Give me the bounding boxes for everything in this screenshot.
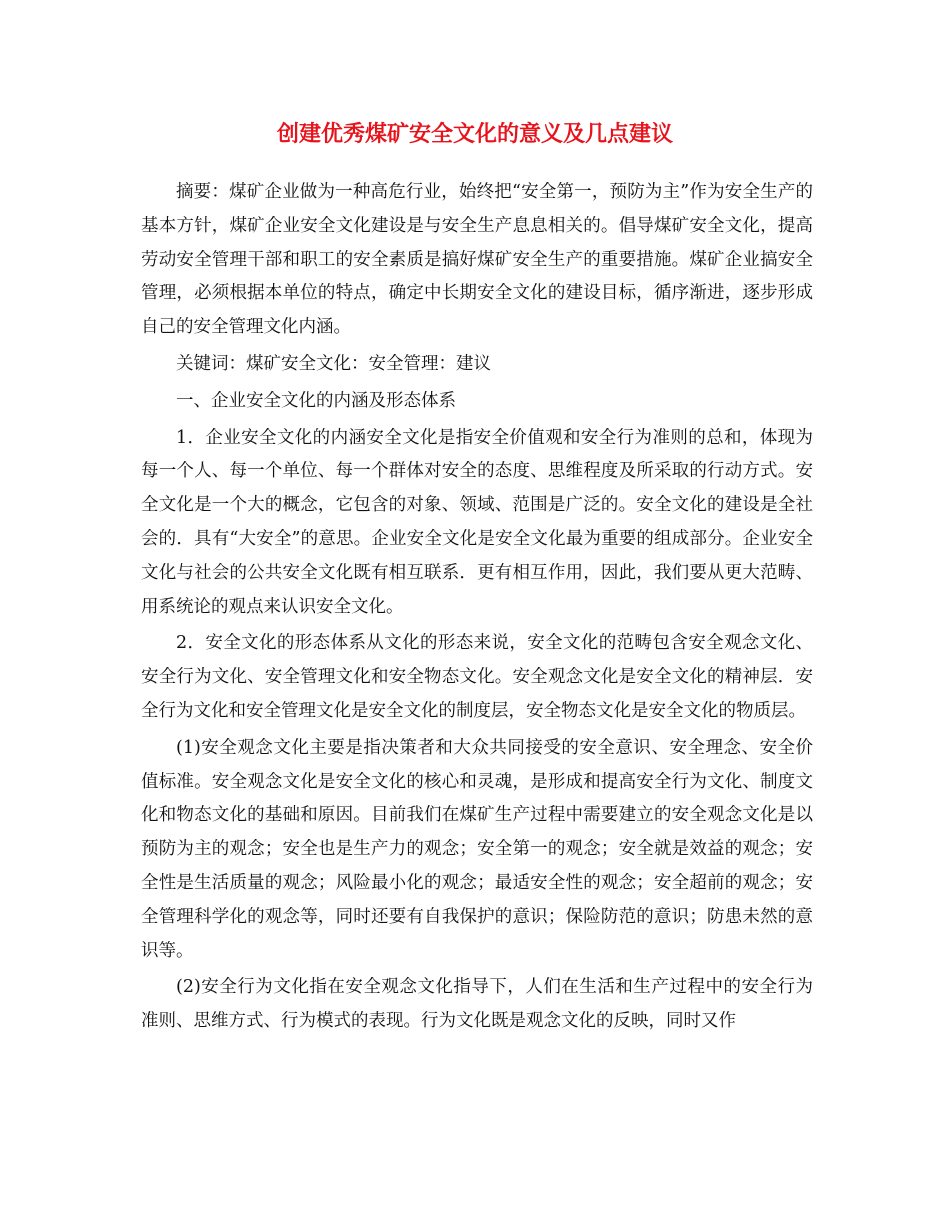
abstract-paragraph: 摘要：煤矿企业做为一种高危行业，始终把“安全第一，预防为主”作为安全生产的基本方针，煤矿企业安全文化建设是与安全生产息息相关的。倡导煤矿安全文化，提高劳动安全管理干部和职工的安全素质是搞好煤矿安全生产的重要措施。煤矿企业搞安全管理，必须根据本单位的特点，确定中长期安全文化的建设目标，循序渐进，逐步形成自己的安全管理文化内涵。 [141,182,813,338]
document-body [141,176,813,1039]
body-paragraph: 2．安全文化的形态体系从文化的形态来说，安全文化的范畴包含安全观念文化、安全行为文化、安全管理文化和安全物态文化。安全观念文化是安全文化的精神层．安全行为文化和安全管理文化是安全文化的制度层，安全物态文化是安全文化的物质层。 [141,633,813,721]
keywords-paragraph: 关键词：煤矿安全文化：安全管理：建议 [176,353,491,374]
document-title: 创建优秀煤矿安全文化的意义及几点建议 [276,122,673,147]
body-paragraph: 1．企业安全文化的内涵安全文化是指安全价值观和安全行为准则的总和，体现为每一个人、每一个单位、每一个群体对安全的态度、思维程度及所采取的行动方式。安全文化是一个大的概念，它包含的对象、领域、范围是广泛的。安全文化的建设是全社会的．具有“大安全”的意思。企业安全文化是安全文化最为重要的组成部分。企业安全文化与社会的公共安全文化既有相互联系．更有相互作用，因此，我们要从更大范畴、用系统论的观点来认识安全文化。 [141,427,813,617]
body-paragraph: (1)安全观念文化主要是指决策者和大众共同接受的安全意识、安全理念、安全价值标准。安全观念文化是安全文化的核心和灵魂，是形成和提高安全行为文化、制度文化和物态文化的基础和原因。目前我们在煤矿生产过程中需要建立的安全观念文化是以预防为主的观念；安全也是生产力的观念；安全第一的观念；安全就是效益的观念；安全性是生活质量的观念；风险最小化的观念；最适安全性的观念；安全超前的观念；安全管理科学化的观念等，同时还要有自我保护的意识；保险防范的意识；防患未然的意识等。 [141,737,813,961]
body-paragraph: (2)安全行为文化指在安全观念文化指导下，人们在生活和生产过程中的安全行为准则、思维方式、行为模式的表现。行为文化既是观念文化的反映，同时又作 [141,977,813,1032]
section-heading: 一、企业安全文化的内涵及形态体系 [176,390,456,411]
